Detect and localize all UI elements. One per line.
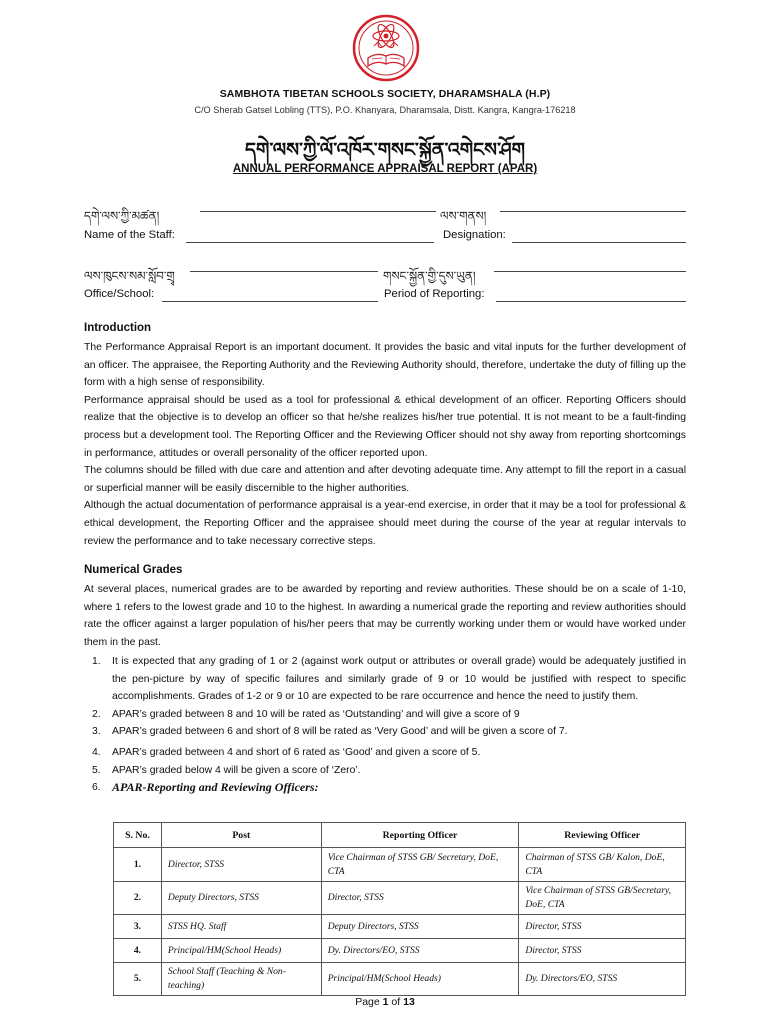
cell-reviewing-officer: Vice Chairman of STSS GB/Secretary, DoE, CTA: [519, 882, 686, 915]
cell-reporting-officer: Principal/HM(School Heads): [321, 963, 519, 996]
cell-reviewing-officer: Director, STSS: [519, 915, 686, 939]
office-tibetan-label: ལས་ཁུངས་སམ་སློབ་གྲྭ: [84, 269, 175, 283]
list-item: [84, 653, 686, 706]
cell-reporting-officer: Vice Chairman of STSS GB/ Secretary, DoE, CTA: [321, 848, 519, 882]
list-item-number: 4.: [92, 746, 101, 758]
cell-post: Director, STSS: [161, 848, 321, 882]
page-word: Page: [355, 996, 380, 1008]
list-item-number: 2.: [92, 708, 101, 720]
introduction-paragraph: Although the actual documentation of performance appraisal is a year-end exercise, in order that it may be a tool for professional & ethical development, the Reporting Officer and the appraisee should meet during the course of the year at regular intervals to review the performance and to take necessary corrective steps.: [84, 500, 686, 547]
society-emblem-icon: [352, 14, 420, 82]
cell-post: Deputy Directors, STSS: [161, 882, 321, 915]
list-item-number: 6.: [92, 782, 101, 794]
table-header-row: [114, 823, 686, 848]
cell-sno: 1.: [114, 848, 162, 882]
introduction-paragraph: The Performance Appraisal Report is an important document. It provides the basic and vital inputs for the further development of an officer. The appraisee, the Reporting Authority and the Reviewing Authority should, therefore, undertake the duty of filling up the form with a high sense of responsibility.: [84, 342, 686, 389]
introduction-heading: Introduction: [84, 322, 152, 334]
list-item-text: APAR’s graded below 4 will be given a score of ‘Zero’.: [112, 764, 361, 776]
cell-post: STSS HQ. Staff: [161, 915, 321, 939]
designation-label: Designation:: [443, 229, 506, 241]
page-of: of: [391, 996, 401, 1008]
introduction-body: [84, 339, 686, 550]
page-current: 1: [382, 996, 389, 1008]
office-field[interactable]: [162, 301, 378, 302]
period-field[interactable]: [496, 301, 686, 302]
numerical-grades-intro: At several places, numerical grades are to be awarded by reporting and review authorities. These should be on a scale of 1-10, where 1 refers to the lowest grade and 10 to the highest. In awarding a numerical grade the reporting and review authorities should rate the officer against a larger population of his/her peers that may be currently working under them or would have worked under them in the past.: [84, 584, 686, 648]
cell-reviewing-officer: Dy. Directors/EO, STSS: [519, 963, 686, 996]
cell-sno: 4.: [114, 939, 162, 963]
period-tibetan-line: [494, 271, 686, 272]
list-item: [84, 744, 686, 762]
introduction-paragraph: Performance appraisal should be used as a tool for professional & ethical development of an officer. Reporting Officers should realize that the objective is to develop an officer so that he/she realizes his/her true potential. It is not meant to be a fault-finding process but a development tool. The Reporting Officer and the Reviewing Officer should not shy away from reporting shortcomings in performance, attitudes or overall personality of the officer reported upon.: [84, 394, 686, 459]
cell-reporting-officer: Deputy Directors, STSS: [321, 915, 519, 939]
list-item-text: APAR’s graded between 4 and short of 6 rated as ‘Good’ and given a score of 5.: [112, 746, 481, 758]
grades-list: [84, 653, 686, 798]
cell-reviewing-officer: Chairman of STSS GB/ Kalon, DoE, CTA: [519, 848, 686, 882]
period-label: Period of Reporting:: [384, 288, 485, 300]
cell-reviewing-officer: Director, STSS: [519, 939, 686, 963]
introduction-paragraph: The columns should be filled with due care and attention and after devoting adequate time. Any attempt to fill the report in a casual or superficial manner will be easily discernible to the higher authorities.: [84, 465, 686, 494]
staff-name-tibetan-line: [200, 211, 436, 212]
column-header: Reporting Officer: [321, 823, 519, 848]
staff-name-label: Name of the Staff:: [84, 229, 175, 241]
list-item: [84, 762, 686, 780]
society-logo: [352, 14, 420, 82]
cell-sno: 3.: [114, 915, 162, 939]
staff-name-field[interactable]: [186, 242, 434, 243]
list-item: [84, 706, 686, 724]
list-item: [84, 723, 686, 741]
list-item-number: 5.: [92, 764, 101, 776]
table-row: [114, 882, 686, 915]
page-total: 13: [403, 996, 415, 1008]
cell-post: Principal/HM(School Heads): [161, 939, 321, 963]
list-item-number: 3.: [92, 726, 101, 738]
page-number: [0, 996, 770, 1008]
tibetan-title: དགེ་ལས་ཀྱི་ལོ་འཁོར་གསང་སྐྱོན་འགེངས་ཤོག: [244, 139, 525, 161]
numerical-grades-heading: Numerical Grades: [84, 564, 183, 576]
cell-post: School Staff (Teaching & Non-teaching): [161, 963, 321, 996]
list-item: [84, 779, 686, 798]
column-header: Reviewing Officer: [519, 823, 686, 848]
cell-reporting-officer: Director, STSS: [321, 882, 519, 915]
office-label: Office/School:: [84, 288, 155, 300]
cell-sno: 2.: [114, 882, 162, 915]
staff-name-tibetan-label: དགེ་ལས་ཀྱི་མཚན།: [84, 209, 160, 223]
cell-reporting-officer: Dy. Directors/EO, STSS: [321, 939, 519, 963]
list-item-number: 1.: [92, 656, 101, 667]
document-title: ANNUAL PERFORMANCE APPRAISAL REPORT (APAR): [232, 163, 538, 175]
list-item-text: APAR’s graded between 6 and short of 8 will be rated as ‘Very Good’ and will be given a score of 7.: [112, 726, 568, 738]
cell-sno: 5.: [114, 963, 162, 996]
office-tibetan-line: [190, 271, 378, 272]
org-address: C/O Sherab Gatsel Lobling (TTS), P.O. Khanyara, Dharamsala, Distt. Kangra, Kangra-176218: [194, 105, 576, 115]
table-row: [114, 939, 686, 963]
designation-tibetan-label: ལས་གནས།: [440, 209, 487, 223]
list-item-text: APAR-Reporting and Reviewing Officers:: [112, 780, 319, 795]
period-tibetan-label: གསང་སྐྱོན་གྱི་དུས་ཡུན།: [383, 269, 476, 283]
list-item-text: It is expected that any grading of 1 or 2 (against work output or attributes or overall grade) would be adequately justified in the pen-picture by way of specific failures and similarly grade of 9 or 10 would be justified with respect to specific accomplishments. Grades of 1-2 or 9 or 10 are expected to be rare occurrence and hence the need to justify them.: [112, 656, 686, 703]
table-row: [114, 848, 686, 882]
table-row: [114, 963, 686, 996]
designation-tibetan-line: [500, 211, 686, 212]
column-header: Post: [161, 823, 321, 848]
org-name: SAMBHOTA TIBETAN SCHOOLS SOCIETY, DHARAMSHALA (H.P): [219, 88, 551, 100]
designation-field[interactable]: [512, 242, 686, 243]
table-row: [114, 915, 686, 939]
column-header: S. No.: [114, 823, 162, 848]
list-item-text: APAR’s graded between 8 and 10 will be rated as ‘Outstanding’ and will give a score of 9: [112, 708, 520, 720]
officers-table: [113, 822, 686, 996]
